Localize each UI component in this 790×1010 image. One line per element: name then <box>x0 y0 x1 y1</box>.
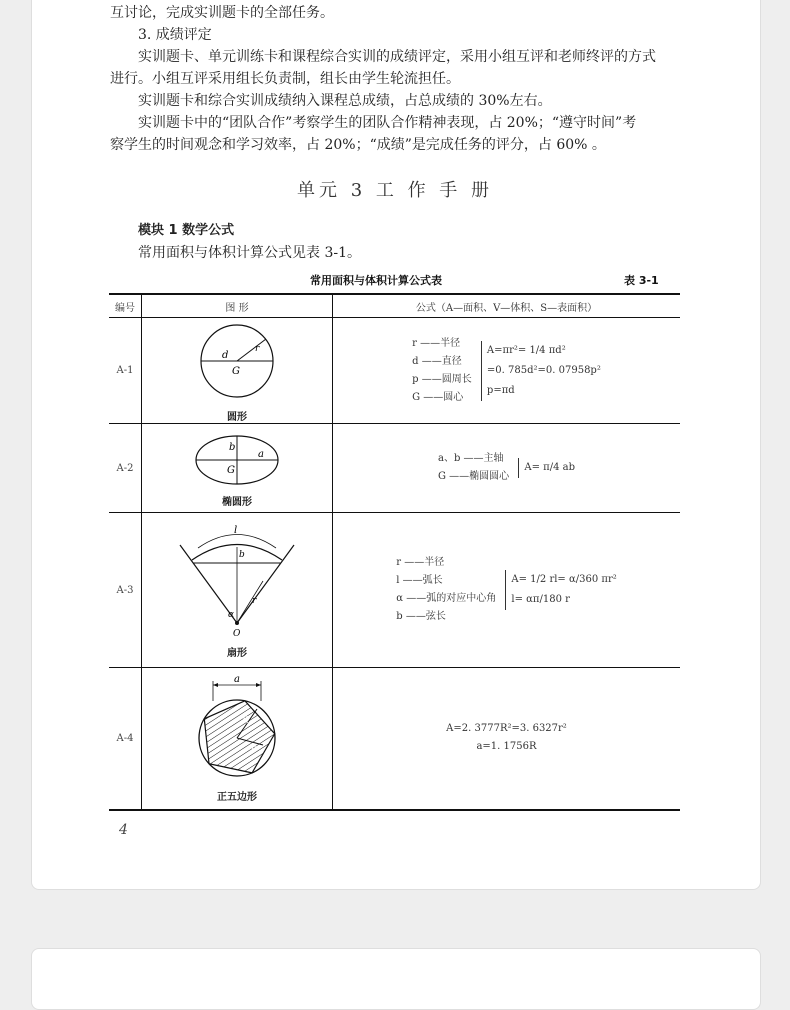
pentagon-figure <box>142 673 332 783</box>
formula-item: p=πd <box>486 384 515 396</box>
formula-item: A= 1/2 rl= α/360 πr² <box>511 574 617 585</box>
formula-list <box>505 570 616 610</box>
formula-cell <box>333 318 681 424</box>
formula-item: A=2. 3777R²=3. 6327r² <box>446 723 567 735</box>
ellipse-figure <box>142 428 332 488</box>
header-code: 编号 <box>109 294 142 318</box>
row-code: A-1 <box>109 318 142 424</box>
legend-item: a、b ——主轴 <box>438 453 504 464</box>
fig-label-g: G <box>232 365 240 377</box>
table-row <box>109 513 680 668</box>
table-row <box>109 668 680 810</box>
legend-item: d ——直径 <box>412 355 462 367</box>
fig-label-b: b <box>229 442 236 453</box>
legend-item: G ——椭圆圆心 <box>438 471 510 482</box>
fig-label-o: O <box>233 629 241 639</box>
fig-label-r: r <box>255 343 260 354</box>
legend-item: r ——半径 <box>412 337 461 349</box>
formula-item: =0. 785d²=0. 07958p² <box>486 364 601 376</box>
header-formula: 公式（A—面积、V—体积、S—表面积） <box>333 294 681 318</box>
legend-list <box>412 335 472 407</box>
circle-figure <box>142 319 332 403</box>
shape-cell-pentagon <box>142 668 333 810</box>
fig-label-a: a <box>258 449 264 460</box>
legend-item: α ——弧的对应中心角 <box>396 593 497 604</box>
fig-label-d: d <box>222 349 229 361</box>
table-row <box>109 318 680 424</box>
paragraph-weight: 实训题卡和综合实训成绩纳入课程总成绩，占总成绩的 30%左右。 <box>138 93 552 109</box>
fig-label-b: b <box>239 550 245 560</box>
shape-name: 椭圆形 <box>222 497 252 508</box>
formula-list <box>481 341 601 401</box>
table-caption: 常用面积与体积计算公式表 <box>310 274 442 287</box>
table-header-row <box>109 294 680 318</box>
fig-label-r: r <box>252 596 257 606</box>
table-number: 表 3-1 <box>624 274 659 287</box>
fig-label-l: l <box>234 525 238 536</box>
legend-item: G ——圆心 <box>412 391 464 403</box>
row-code: A-3 <box>109 513 142 668</box>
formula-cell <box>333 513 681 668</box>
formula-list <box>446 720 567 756</box>
paragraph-grading-cont: 进行。小组互评采用组长负责制，组长由学生轮流担任。 <box>110 71 460 87</box>
shape-cell-circle <box>142 318 333 424</box>
unit-title: 单元 3 工 作 手 册 <box>296 180 494 201</box>
section-heading: 3. 成绩评定 <box>138 27 212 43</box>
formula-table <box>109 293 680 811</box>
legend-item: l ——弧长 <box>396 575 443 586</box>
module-heading: 模块 1 数学公式 <box>138 223 235 238</box>
fig-label-r-outer: R <box>242 716 249 727</box>
paragraph-team: 实训题卡中的“团队合作”考察学生的团队合作精神表现，占 20%；“遵守时间”考 <box>138 115 637 131</box>
shape-name: 扇形 <box>227 648 247 659</box>
legend-item: p ——圆周长 <box>412 373 472 385</box>
shape-cell-ellipse <box>142 424 333 513</box>
formula-item: a=1. 1756R <box>476 741 537 753</box>
formula-item: A=πr²= 1/4 πd² <box>486 344 566 356</box>
sector-figure <box>142 521 332 639</box>
paragraph-team-cont: 察学生的时间观念和学习效率，占 20%；“成绩”是完成任务的评分，占 60% 。 <box>110 137 606 153</box>
table-row <box>109 424 680 513</box>
page-number: 4 <box>119 822 128 838</box>
formula-cell <box>333 424 681 513</box>
formula-cell <box>333 668 681 810</box>
row-code: A-2 <box>109 424 142 513</box>
formula-item: l= απ/180 r <box>511 594 570 605</box>
fig-label-r-inner: r <box>251 744 256 755</box>
legend-list <box>438 450 509 486</box>
shape-cell-sector <box>142 513 333 668</box>
fig-label-a: a <box>234 674 240 686</box>
header-shape: 图 形 <box>142 294 333 318</box>
legend-item: b ——弦长 <box>396 611 446 622</box>
next-document-page <box>31 948 761 1010</box>
fig-label-g: G <box>227 465 235 476</box>
legend-item: r ——半径 <box>396 557 445 568</box>
fig-label-alpha: α <box>228 610 235 620</box>
paragraph-grading: 实训题卡、单元训练卡和课程综合实训的成绩评定，采用小组互评和老师终评的方式 <box>138 49 656 65</box>
intro-line: 互讨论，完成实训题卡的全部任务。 <box>110 5 334 21</box>
shape-name: 圆形 <box>227 411 247 423</box>
formula-list <box>518 458 575 478</box>
shape-name: 正五边形 <box>217 792 257 804</box>
module-intro: 常用面积与体积计算公式见表 3-1。 <box>138 245 361 261</box>
legend-list <box>396 554 496 626</box>
formula-item: A= π/4 ab <box>524 462 575 473</box>
row-code: A-4 <box>109 668 142 810</box>
